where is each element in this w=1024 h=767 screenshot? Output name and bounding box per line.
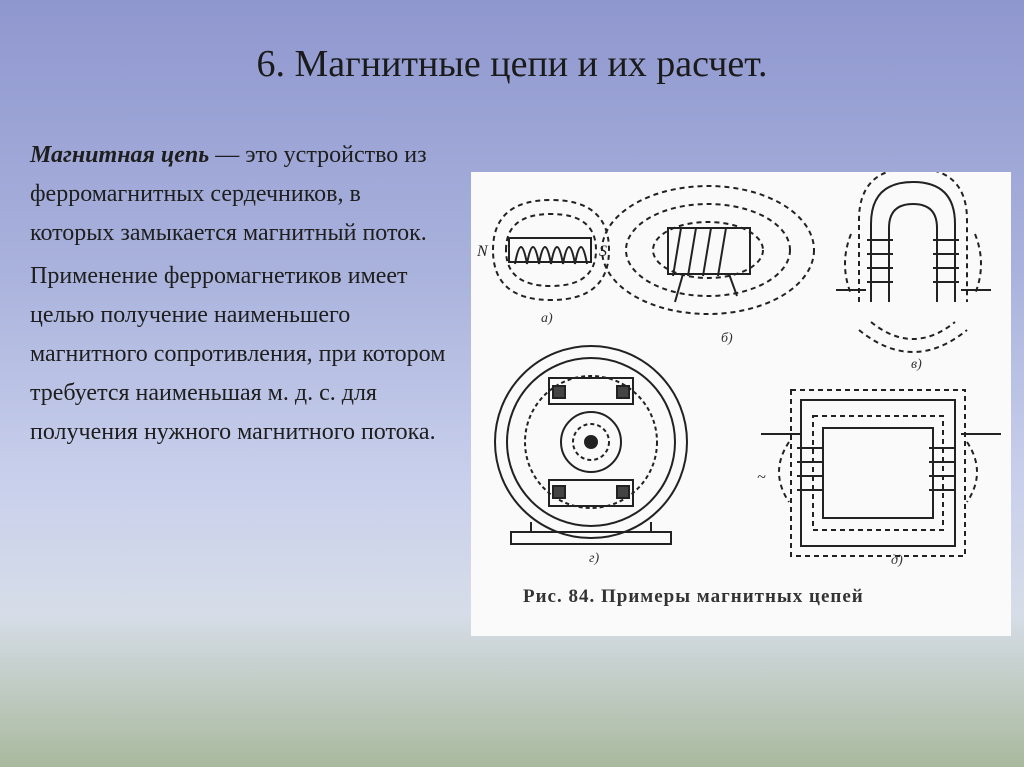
body-text bbox=[30, 136, 450, 456]
diagram-v-horseshoe bbox=[836, 172, 991, 352]
ac-symbol-label: ~ bbox=[757, 469, 766, 486]
diagram-a-solenoid bbox=[493, 200, 609, 300]
label-v: в) bbox=[911, 357, 922, 372]
application-paragraph: Применение ферромагнетиков имеет целью получение наименьшего магнитного сопротивления, при котором требуется наименьшая м. д. с. для получения нужного магнитного потока. bbox=[30, 263, 446, 445]
figure-drawing bbox=[471, 172, 1011, 636]
diagram-d-transformer bbox=[761, 390, 1001, 556]
label-b: б) bbox=[721, 331, 733, 346]
slide-title: 6. Магнитные цепи и их расчет. bbox=[256, 43, 768, 85]
label-g: г) bbox=[589, 551, 600, 566]
definition-text: — это устройство из ферромагнитных сердечников, в которых замыкается магнитный поток. bbox=[30, 142, 427, 246]
pole-s-label: S bbox=[599, 243, 607, 260]
figure-magnetic-circuits bbox=[471, 172, 1011, 636]
term-magnetic-circuit: Магнитная цепь bbox=[30, 142, 210, 168]
diagram-b-bar-core bbox=[602, 186, 814, 314]
diagram-g-machine bbox=[495, 346, 687, 544]
definition-paragraph bbox=[30, 136, 450, 253]
figure-caption: Рис. 84. Примеры магнитных цепей bbox=[523, 586, 864, 607]
label-a: а) bbox=[541, 311, 553, 326]
pole-n-label: N bbox=[477, 243, 488, 260]
label-d: д) bbox=[891, 553, 903, 568]
